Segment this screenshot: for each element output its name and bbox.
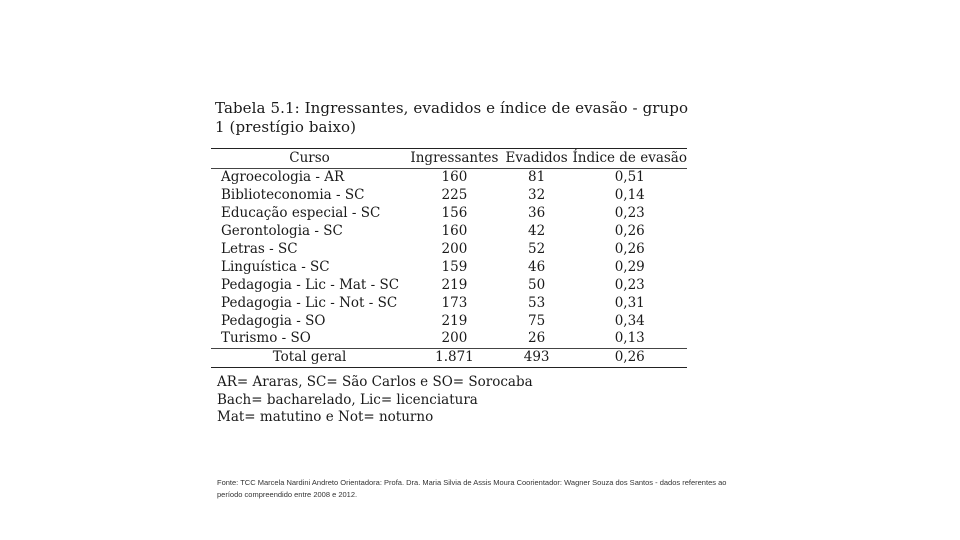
cell-ingressantes: 159 bbox=[441, 258, 468, 275]
table-header-row bbox=[211, 149, 687, 169]
column-header-evadidos: Evadidos bbox=[505, 150, 568, 166]
cell-curso: Linguística - SC bbox=[221, 258, 330, 275]
cell-ingressantes: 219 bbox=[441, 312, 468, 329]
total-ingressantes: 1.871 bbox=[435, 349, 474, 366]
source-note: Fonte: TCC Marcela Nardini Andreto Orientadora: Profa. Dra. Maria Silvia de Assis Moura Coorientador: Wagner Souza dos Santos - dados referentes ao período compreendido entre 2008 e 2012. bbox=[217, 478, 727, 499]
cell-indice: 0,23 bbox=[614, 276, 645, 293]
cell-curso: Letras - SC bbox=[221, 241, 298, 257]
column-header-ingressantes: Ingressantes bbox=[410, 150, 499, 166]
cell-curso: Pedagogia - Lic - Not - SC bbox=[221, 294, 398, 311]
table-caption: Tabela 5.1: Ingressantes, evadidos e índice de evasão - grupo 1 (prestígio baixo) bbox=[215, 99, 689, 136]
cell-evadidos: 42 bbox=[528, 223, 546, 240]
table-row bbox=[211, 187, 687, 205]
cell-evadidos: 26 bbox=[528, 330, 546, 347]
total-label: Total geral bbox=[272, 349, 347, 366]
cell-indice: 0,14 bbox=[614, 187, 645, 204]
total-indice: 0,26 bbox=[614, 349, 645, 366]
cell-curso: Educação especial - SC bbox=[221, 205, 381, 222]
column-header-curso: Curso bbox=[289, 150, 330, 166]
table-row bbox=[211, 241, 687, 259]
note-campus: AR= Araras, SC= São Carlos e SO= Sorocaba bbox=[217, 374, 533, 390]
table-notes bbox=[217, 374, 533, 427]
cell-evadidos: 50 bbox=[528, 276, 546, 293]
evasion-table bbox=[211, 148, 687, 368]
cell-ingressantes: 200 bbox=[441, 241, 468, 257]
cell-ingressantes: 225 bbox=[441, 187, 468, 204]
table-row bbox=[211, 205, 687, 223]
cell-ingressantes: 156 bbox=[441, 205, 468, 222]
cell-indice: 0,51 bbox=[614, 169, 645, 186]
cell-ingressantes: 173 bbox=[441, 294, 468, 311]
cell-evadidos: 52 bbox=[528, 241, 546, 257]
cell-curso: Biblioteconomia - SC bbox=[221, 187, 365, 204]
table-row bbox=[211, 258, 687, 276]
table-row bbox=[211, 276, 687, 294]
cell-ingressantes: 200 bbox=[441, 330, 468, 347]
cell-ingressantes: 160 bbox=[441, 223, 468, 240]
cell-ingressantes: 219 bbox=[441, 276, 468, 293]
note-shift: Mat= matutino e Not= noturno bbox=[217, 409, 434, 425]
cell-indice: 0,23 bbox=[614, 205, 645, 222]
cell-evadidos: 32 bbox=[528, 187, 546, 204]
total-evadidos: 493 bbox=[523, 349, 550, 366]
cell-ingressantes: 160 bbox=[441, 169, 468, 186]
cell-indice: 0,31 bbox=[614, 294, 645, 311]
cell-evadidos: 36 bbox=[528, 205, 546, 222]
cell-curso: Turismo - SO bbox=[221, 330, 311, 347]
cell-evadidos: 81 bbox=[528, 169, 546, 186]
cell-indice: 0,26 bbox=[614, 223, 645, 240]
note-degree: Bach= bacharelado, Lic= licenciatura bbox=[217, 391, 478, 408]
cell-curso: Gerontologia - SC bbox=[221, 223, 343, 240]
column-header-indice: Índice de evasão bbox=[572, 150, 687, 166]
cell-indice: 0,13 bbox=[614, 330, 645, 347]
cell-curso: Pedagogia - SO bbox=[221, 312, 326, 329]
table-row bbox=[211, 223, 687, 241]
table-row bbox=[211, 330, 687, 348]
cell-evadidos: 53 bbox=[528, 294, 546, 311]
table-row bbox=[211, 312, 687, 330]
cell-indice: 0,26 bbox=[614, 241, 645, 257]
cell-indice: 0,29 bbox=[614, 258, 645, 275]
cell-evadidos: 75 bbox=[528, 312, 546, 329]
table-row bbox=[211, 169, 687, 187]
cell-curso: Pedagogia - Lic - Mat - SC bbox=[221, 276, 400, 293]
table-total-row bbox=[211, 348, 687, 367]
cell-indice: 0,34 bbox=[614, 312, 645, 329]
cell-curso: Agroecologia - AR bbox=[221, 169, 345, 186]
cell-evadidos: 46 bbox=[528, 258, 546, 275]
table-row bbox=[211, 294, 687, 312]
